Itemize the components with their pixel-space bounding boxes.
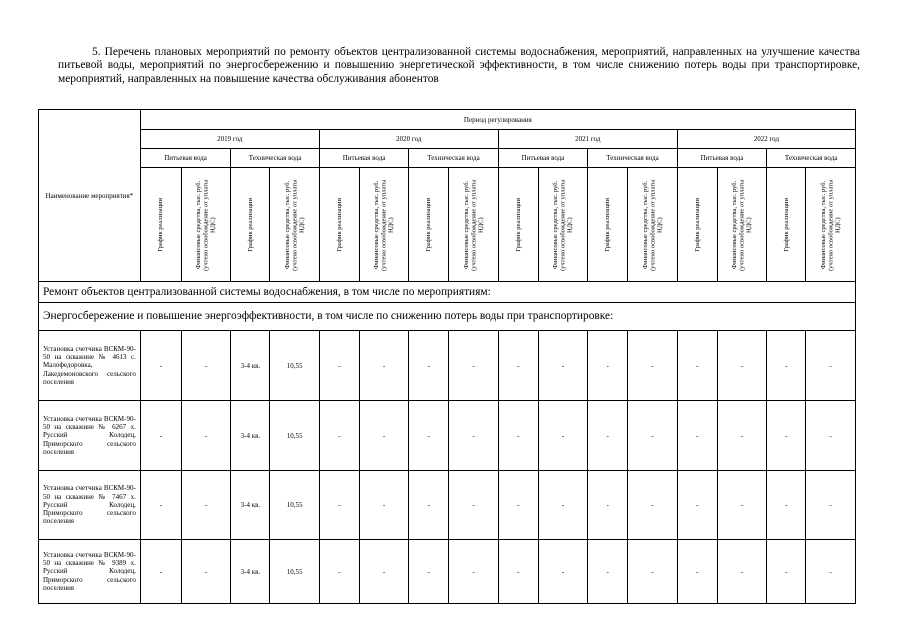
value-cell: - (319, 540, 359, 604)
finance-label: Финансовые средства, тыс. руб. (учтено освобождение от уплаты НДС) (552, 178, 574, 271)
value-cell: - (717, 471, 766, 540)
measure-name-text: Установка счетчика ВСКМ-90-50 на скважине № 4613 с. Малофедоровка, Лакедемоновского сельского поселения (43, 344, 136, 386)
schedule-column-header (677, 168, 717, 282)
year-header: 2020 год (319, 130, 498, 149)
finance-column-header (270, 168, 319, 282)
schedule-column-header (409, 168, 449, 282)
value-cell: 3-4 кв. (231, 471, 270, 540)
finance-column-header (359, 168, 408, 282)
value-cell: - (677, 540, 717, 604)
value-cell: - (677, 401, 717, 471)
water-type-header: Питьевая вода (677, 149, 766, 168)
value-cell: - (409, 331, 449, 401)
value-cell: - (588, 540, 628, 604)
finance-label: Финансовые средства, тыс. руб. (учтено освобождение от уплаты НДС) (641, 178, 664, 271)
section-repair-heading: Ремонт объектов централизованной системы водоснабжения, в том числе по мероприятиям: (39, 282, 856, 303)
schedule-label: График реализации (514, 197, 522, 252)
section-energy-heading: Энергосбережение и повышение энергоэффективности, в том числе по снижению потерь воды при транспортировке: (39, 303, 856, 331)
finance-column-header (717, 168, 766, 282)
value-cell: - (140, 471, 181, 540)
value-cell: - (806, 401, 856, 471)
value-cell: - (538, 471, 587, 540)
value-cell: - (140, 331, 181, 401)
measure-name (39, 540, 141, 604)
finance-column-header (628, 168, 677, 282)
finance-label: Финансовые средства, тыс. руб. (учтено освобождение от уплаты НДС) (195, 178, 217, 271)
value-cell: - (181, 471, 230, 540)
value-cell: - (498, 401, 538, 471)
water-type-header: Техническая вода (231, 149, 319, 168)
value-cell: - (767, 401, 806, 471)
finance-column-header (181, 168, 230, 282)
value-cell: - (538, 401, 587, 471)
value-cell: - (359, 401, 408, 471)
value-cell: - (359, 540, 408, 604)
value-cell: 10,55 (270, 540, 319, 604)
value-cell: - (140, 401, 181, 471)
period-header: Период регулирования (140, 110, 855, 130)
schedule-column-header (319, 168, 359, 282)
value-cell: - (181, 540, 230, 604)
value-cell: 3-4 кв. (231, 401, 270, 471)
schedule-column-header (231, 168, 270, 282)
name-header: Наименование мероприятия* (39, 110, 141, 282)
value-cell: - (449, 331, 498, 401)
table-row (39, 540, 856, 604)
finance-column-header (538, 168, 587, 282)
measure-name-text: Установка счетчика ВСКМ-90-50 на скважине № 9389 х. Русский Колодец, Приморского сельского поселения (43, 550, 136, 592)
value-cell: - (538, 540, 587, 604)
finance-column-header (806, 168, 856, 282)
value-cell: - (359, 471, 408, 540)
water-type-header: Техническая вода (409, 149, 498, 168)
table-row (39, 401, 856, 471)
value-cell: - (409, 401, 449, 471)
schedule-column-header (588, 168, 628, 282)
value-cell: - (409, 540, 449, 604)
value-cell: - (717, 401, 766, 471)
water-type-header: Питьевая вода (319, 149, 408, 168)
value-cell: - (677, 471, 717, 540)
water-type-header: Техническая вода (767, 149, 856, 168)
finance-label: Финансовые средства, тыс. руб. (учтено освобождение от уплаты НДС) (819, 178, 842, 271)
finance-label: Финансовые средства, тыс. руб. (учтено освобождение от уплаты НДС) (373, 178, 395, 271)
finance-label: Финансовые средства, тыс. руб. (учтено освобождение от уплаты НДС) (283, 178, 306, 271)
value-cell: - (449, 540, 498, 604)
table-row (39, 471, 856, 540)
value-cell: - (767, 540, 806, 604)
year-header: 2022 год (677, 130, 855, 149)
heading-text: 5. Перечень плановых мероприятий по ремонту объектов централизованной системы водоснабжения, мероприятий, направленных на улучшение качества питьевой воды, мероприятий по энергосбережению и повышению энергетической эффективности, в том числе снижению потерь воды при транспортировке, мероприятий, направленных на повышение качества обслуживания абонентов (58, 46, 860, 85)
schedule-label: График реализации (335, 197, 343, 252)
table-row (39, 331, 856, 401)
value-cell: - (359, 331, 408, 401)
value-cell: - (717, 540, 766, 604)
year-header: 2019 год (140, 130, 319, 149)
schedule-column-header (140, 168, 181, 282)
value-cell: 3-4 кв. (231, 331, 270, 401)
value-cell: - (588, 331, 628, 401)
value-cell: 10,55 (270, 471, 319, 540)
value-cell: 10,55 (270, 331, 319, 401)
schedule-column-header (498, 168, 538, 282)
value-cell: - (588, 401, 628, 471)
value-cell: - (181, 331, 230, 401)
value-cell: - (449, 401, 498, 471)
measures-table (38, 109, 856, 604)
schedule-label: График реализации (425, 197, 433, 252)
value-cell: 10,55 (270, 401, 319, 471)
value-cell: - (677, 331, 717, 401)
value-cell: - (588, 471, 628, 540)
water-type-header: Техническая вода (588, 149, 677, 168)
schedule-label: График реализации (782, 197, 790, 252)
value-cell: - (767, 471, 806, 540)
document-heading (58, 46, 860, 86)
value-cell: - (628, 471, 677, 540)
value-cell: - (319, 331, 359, 401)
water-type-header: Питьевая вода (498, 149, 587, 168)
schedule-label: График реализации (157, 197, 165, 252)
value-cell: - (498, 471, 538, 540)
value-cell: - (806, 471, 856, 540)
value-cell: - (319, 401, 359, 471)
schedule-label: График реализации (246, 197, 254, 252)
value-cell: - (449, 471, 498, 540)
schedule-label: График реализации (604, 197, 612, 252)
value-cell: - (767, 331, 806, 401)
finance-column-header (449, 168, 498, 282)
value-cell: - (140, 540, 181, 604)
value-cell: - (806, 540, 856, 604)
measure-name (39, 471, 141, 540)
value-cell: - (319, 471, 359, 540)
value-cell: - (181, 401, 230, 471)
value-cell: - (628, 540, 677, 604)
schedule-column-header (767, 168, 806, 282)
value-cell: - (628, 401, 677, 471)
value-cell: - (628, 331, 677, 401)
water-type-header: Питьевая вода (140, 149, 231, 168)
measure-name (39, 331, 141, 401)
value-cell: - (538, 331, 587, 401)
value-cell: - (717, 331, 766, 401)
measure-name-text: Установка счетчика ВСКМ-90-50 на скважине № 7467 х. Русский Колодец, Приморского сельского поселения (43, 484, 136, 526)
measure-name (39, 401, 141, 471)
finance-label: Финансовые средства, тыс. руб. (учтено освобождение от уплаты НДС) (462, 178, 485, 271)
measure-name-text: Установка счетчика ВСКМ-90-50 на скважине № 6267 х. Русский Колодец, Приморского сельского поселения (43, 414, 136, 456)
value-cell: - (806, 331, 856, 401)
value-cell: - (409, 471, 449, 540)
finance-label: Финансовые средства, тыс. руб. (учтено освобождение от уплаты НДС) (731, 178, 753, 271)
value-cell: 3-4 кв. (231, 540, 270, 604)
schedule-label: График реализации (693, 197, 701, 252)
value-cell: - (498, 331, 538, 401)
value-cell: - (498, 540, 538, 604)
year-header: 2021 год (498, 130, 677, 149)
